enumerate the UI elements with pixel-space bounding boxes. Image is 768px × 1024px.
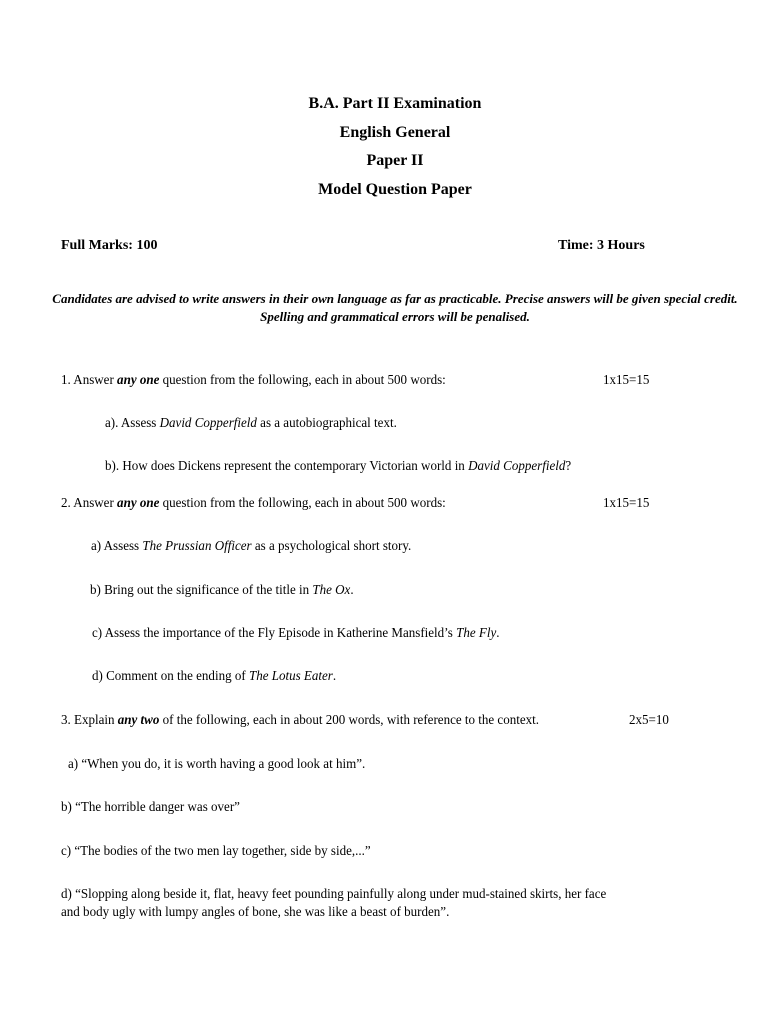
instructions: Candidates are advised to write answers in their own language as far as practicable. Precise answers will be given special credit. Spelling and grammatical errors will be penalised. bbox=[52, 291, 738, 324]
question-2a: a) Assess The Prussian Officer as a psychological short story. bbox=[91, 539, 412, 554]
question-1a: a). Assess David Copperfield as a autobiographical text. bbox=[105, 416, 397, 431]
subject-title: English General bbox=[339, 124, 451, 141]
question-1-marks: 1x15=15 bbox=[603, 373, 650, 388]
question-3d-line2: and body ugly with lumpy angles of bone, she was like a beast of burden”. bbox=[61, 905, 450, 920]
question-3c: c) “The bodies of the two men lay together, side by side,...” bbox=[61, 844, 371, 859]
question-3: 3. Explain any two of the following, each in about 200 words, with reference to the context. bbox=[61, 713, 540, 728]
exam-title: B.A. Part II Examination bbox=[308, 95, 482, 112]
question-1b: b). How does Dickens represent the contemporary Victorian world in David Copperfield? bbox=[105, 459, 572, 474]
full-marks: Full Marks: 100 bbox=[61, 238, 158, 253]
question-3b: b) “The horrible danger was over” bbox=[61, 800, 240, 815]
question-2c: c) Assess the importance of the Fly Episode in Katherine Mansfield’s The Fly. bbox=[92, 626, 500, 641]
question-2: 2. Answer any one question from the following, each in about 500 words: bbox=[61, 496, 446, 511]
question-2b: b) Bring out the significance of the title in The Ox. bbox=[90, 583, 354, 598]
document-title: Model Question Paper bbox=[318, 181, 472, 198]
question-3-marks: 2x5=10 bbox=[629, 713, 669, 728]
question-1: 1. Answer any one question from the following, each in about 500 words: bbox=[61, 373, 446, 388]
question-3d-line1: d) “Slopping along beside it, flat, heavy feet pounding painfully along under mud-stained skirts, her face bbox=[61, 887, 607, 902]
question-3a: a) “When you do, it is worth having a good look at him”. bbox=[68, 757, 366, 772]
paper-title: Paper II bbox=[366, 152, 424, 169]
question-2-marks: 1x15=15 bbox=[603, 496, 650, 511]
time-allowed: Time: 3 Hours bbox=[558, 238, 645, 253]
question-2d: d) Comment on the ending of The Lotus Eater. bbox=[92, 669, 337, 684]
